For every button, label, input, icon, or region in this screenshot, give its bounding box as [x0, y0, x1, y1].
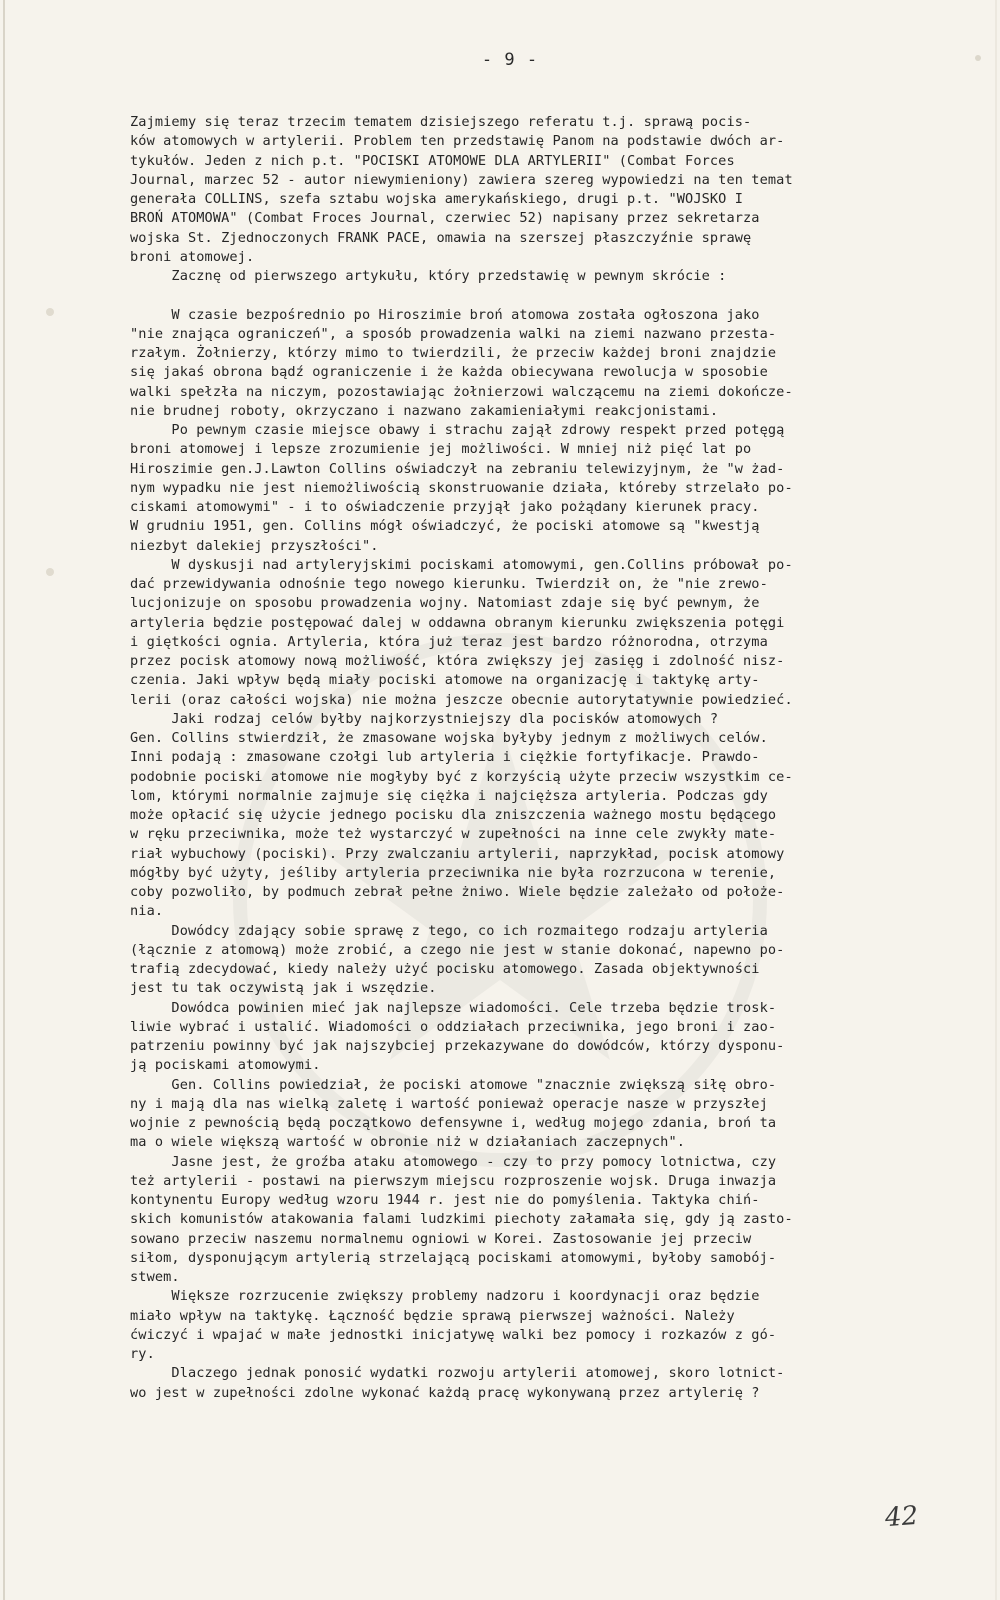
text-line: coby pozwoliło, by podmuch zebrał pełne żniwo. Wiele będzie zależało od położe- — [130, 884, 785, 900]
text-line: może opłacić się użycie jednego pocisku dla zniszczenia ważnego mostu będącego — [130, 807, 777, 823]
text-line: w ręku przeciwnika, może też wystarczyć w zupełności na inne cele zwykły mate- — [130, 826, 777, 843]
text-line: mógłby być użyty, jeśliby artyleria przeciwnika nie była rozrzucona w terenie, — [130, 864, 777, 881]
text-line: Journal, marzec 52 - autor niewymieniony) zawiera szereg wypowiedzi na ten temat — [130, 171, 793, 188]
text-line: lucjonizuje on sposobu prowadzenia wojny. Natomiast zdaje się być pewnym, że — [130, 595, 760, 612]
text-line: siłom, dysponującym artylerią strzelającą pociskami atomowymi, byłoby samobój- — [130, 1249, 777, 1266]
text-line: trafią zdecydować, kiedy należy użyć pocisku atomowego. Zasada objektywności — [130, 961, 760, 977]
text-line: Dowódca powinien mieć jak najlepsze wiadomości. Cele trzeba będzie trosk- — [130, 999, 777, 1016]
text-line: Hiroszimie gen.J.Lawton Collins oświadczył na zebraniu telewizyjnym, że "w żad- — [130, 460, 785, 477]
text-line: Gen. Collins powiedział, że pociski atomowe "znacznie zwiększą siłę obro- — [130, 1076, 777, 1093]
text-line — [130, 286, 930, 305]
text-line: W czasie bezpośrednio po Hiroszimie broń atomowa została ogłoszona jako — [130, 306, 760, 323]
text-line: rzałym. Żołnierzy, którzy mimo to twierdzili, że przeciw każdej broni znajdzie — [130, 345, 777, 361]
page-number: - 9 - — [481, 50, 539, 70]
text-line: stwem. — [130, 1269, 180, 1285]
text-line: wo jest w zupełności zdolne wykonać każdą pracę wykonywaną przez artylerię ? — [130, 1384, 760, 1401]
text-line: ków atomowych w artylerii. Problem ten przedstawię Panom na podstawie dwóch ar- — [130, 133, 785, 150]
text-line: podobnie pociski atomowe nie mogłyby być z korzyścią użyte przeciw wszystkim ce- — [130, 768, 793, 785]
text-line: W grudniu 1951, gen. Collins mógł oświadczyć, że pociski atomowe są "kwestją — [130, 518, 760, 535]
body-text — [130, 113, 930, 1403]
text-line: też artylerii - postawi na pierwszym miejscu rozproszenie wojsk. Druga inwazja — [130, 1172, 777, 1189]
text-line: miało wpływ na taktykę. Łączność będzie sprawą pierwszej ważności. Należy — [130, 1307, 735, 1324]
text-line: ją pociskami atomowymi. — [130, 1057, 321, 1074]
text-line: patrzeniu powinny być jak najszybciej przekazywane do dowódców, którzy dysponu- — [130, 1038, 785, 1054]
text-line: BROŃ ATOMOWA" (Combat Froces Journal, czerwiec 52) napisany przez sekretarza — [130, 210, 760, 227]
text-line: ny i mają dla nas wielką zaletę i wartość ponieważ operacje nasze w przyszłej — [130, 1095, 768, 1112]
text-line: Większe rozrzucenie zwiększy problemy nadzoru i koordynacji oraz będzie — [130, 1288, 760, 1305]
text-line: artyleria będzie postępować dalej w oddawna obranym kierunku zwiększenia potęgi — [130, 614, 785, 631]
text-line: czenia. Jaki wpływ będą miały pociski atomowe na organizację i taktykę arty- — [130, 672, 760, 689]
text-line: Gen. Collins stwierdził, że zmasowane wojska byłyby jednym z możliwych celów. — [130, 730, 768, 746]
text-line: "nie znająca ograniczeń", a sposób prowadzenia walki na ziemi nazwano przesta- — [130, 325, 777, 342]
text-line: nia. — [130, 903, 164, 920]
text-line: riał wybuchowy (pociski). Przy zwalczaniu artylerii, naprzykład, pocisk atomowy — [130, 845, 785, 862]
text-line: tykułów. Jeden z nich p.t. "POCISKI ATOMOWE DLA ARTYLERII" (Combat Forces — [130, 152, 735, 169]
text-line: wojnie z pewnością będą początkowo defensywne i, według mojego zdania, broń ta — [130, 1115, 777, 1131]
text-line: ćwiczyć i wpajać w małe jednostki inicjatywę walki bez pomocy i rozkazów z gó- — [130, 1326, 777, 1343]
text-line: walki spełzła na niczym, pozostawiając żołnierzowi walczącemu na ziemi dokończe- — [130, 383, 793, 400]
handwritten-page-number: 42 — [883, 1500, 920, 1534]
text-line: sowano przeciw naszemu normalnemu ogniowi w Korei. Zastosowanie jej przeciw — [130, 1230, 752, 1247]
text-line: lerii (oraz całości wojska) nie można jeszcze obecnie autorytatywnie powiedzieć. — [130, 691, 793, 708]
text-line: Dowódcy zdający sobie sprawę z tego, co ich rozmaitego rodzaju artyleria — [130, 922, 768, 939]
text-line: Jasne jest, że groźba ataku atomowego - czy to przy pomocy lotnictwa, czy — [130, 1153, 777, 1170]
text-line: Inni podają : zmasowane czołgi lub artyleria i ciężkie fortyfikacje. Prawdo- — [130, 749, 760, 766]
text-line: skich komunistów atakowania falami ludzkimi piechoty załamała się, gdy ją zasto- — [130, 1211, 793, 1228]
text-line: i giętkości ognia. Artyleria, która już teraz jest bardzo różnorodna, otrzyma — [130, 633, 768, 650]
text-line: wojska St. Zjednoczonych FRANK PACE, omawia na szerszej płaszczyźnie sprawę — [130, 229, 752, 246]
text-line: liwie wybrać i ustalić. Wiadomości o oddziałach przeciwnika, jego broni i zao- — [130, 1018, 777, 1035]
text-line: broni atomowej. — [130, 248, 255, 265]
text-line: ry. — [130, 1346, 155, 1362]
text-line: nie brudnej roboty, okrzyczano i nazwano zakamieniałymi reakcjonistami. — [130, 402, 719, 419]
text-line: niezbyt dalekiej przyszłości". — [130, 537, 379, 554]
text-line: przez pocisk atomowy nową możliwość, która zwiększy jej zasięg i zdolność nisz- — [130, 653, 785, 669]
text-line: się jakaś obrona bądź ograniczenie i że każda obiecywana rewolucja w sposobie — [130, 364, 768, 381]
text-line: lom, którymi normalnie zajmuje się ciężka i najcięższa artyleria. Podczas gdy — [130, 787, 768, 804]
text-line: Zacznę od pierwszego artykułu, który przedstawię w pewnym skrócie : — [130, 268, 727, 284]
text-line: nym wypadku nie jest niemożliwością skonstruowanie działa, któreby strzelało po- — [130, 479, 793, 496]
text-line: generała COLLINS, szefa sztabu wojska amerykańskiego, drugi p.t. "WOJSKO I — [130, 191, 744, 207]
text-line: jest tu tak oczywistą jak i wszędzie. — [130, 980, 437, 997]
text-line: (łącznie z atomową) może zrobić, a czego nie jest w stanie dokonać, napewno po- — [130, 941, 785, 958]
text-line: kontynentu Europy według wzoru 1944 r. jest nie do pomyślenia. Taktyka chiń- — [130, 1192, 760, 1208]
text-line: dać przewidywania odnośnie tego nowego kierunku. Twierdził on, że "nie zrewo- — [130, 576, 768, 592]
text-line: ciskami atomowymi" - i to oświadczenie przyjął jako pożądany kierunek pracy. — [130, 499, 760, 515]
text-line: broni atomowej i lepsze zrozumienie jej możliwości. W mniej niż pięć lat po — [130, 441, 752, 458]
text-line: Po pewnym czasie miejsce obawy i strachu zajął zdrowy respekt przed potęgą — [130, 422, 785, 438]
text-line: Zajmiemy się teraz trzecim tematem dzisiejszego referatu t.j. sprawą pocis- — [130, 114, 752, 130]
text-line: Jaki rodzaj celów byłby najkorzystniejszy dla pocisków atomowych ? — [130, 710, 719, 727]
text-line: ma o wiele większą wartość w obronie niż w działaniach zaczepnych". — [130, 1134, 686, 1151]
text-line: Dlaczego jednak ponosić wydatki rozwoju artylerii atomowej, skoro lotnict- — [130, 1365, 785, 1382]
text-line: W dyskusji nad artyleryjskimi pociskami atomowymi, gen.Collins próbował po- — [130, 556, 793, 573]
